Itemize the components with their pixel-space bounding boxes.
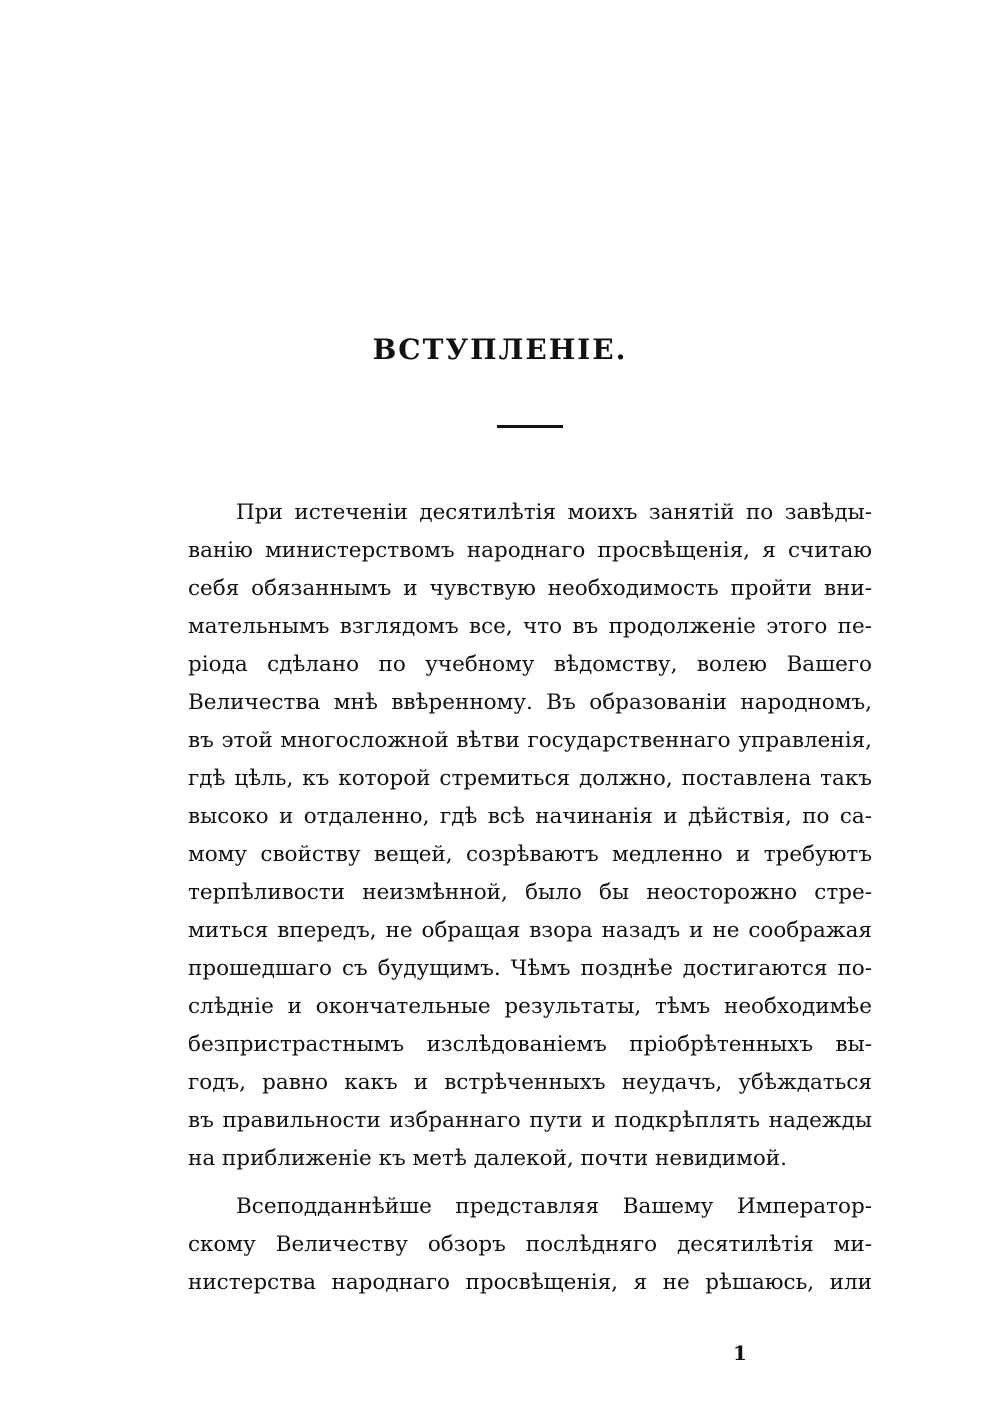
paragraph-2 (188, 1188, 872, 1302)
text-line: высоко и отдаленно, гдѣ всѣ начинанія и дѣйствія, по са- (188, 804, 872, 829)
text-line: ріода сдѣлано по учебному вѣдомству, волею Вашего (188, 652, 872, 677)
text-line: прошедшаго съ будущимъ. Чѣмъ позднѣе достигаются по- (188, 956, 872, 981)
page-number: 1 (733, 1341, 747, 1365)
text-line: себя обязаннымъ и чувствую необходимость пройти вни- (188, 576, 872, 601)
text-line: мому свойству вещей, созрѣваютъ медленно и требуютъ (188, 842, 872, 867)
text-line: Величества мнѣ ввѣренному. Въ образованіи народномъ, (188, 690, 872, 715)
text-line: терпѣливости неизмѣнной, было бы неосторожно стре- (188, 880, 872, 905)
paragraph-1 (188, 494, 872, 1178)
text-line: При истеченіи десятилѣтія моихъ занятій по завѣды- (236, 500, 872, 525)
text-line: Всеподданнѣйше представляя Вашему Император- (236, 1194, 872, 1219)
text-line: слѣдніе и окончательные результаты, тѣмъ необходимѣе (188, 994, 872, 1019)
title-divider (497, 425, 563, 428)
chapter-title: ВСТУПЛЕНІЕ. (372, 333, 628, 366)
text-line: безпристрастнымъ изслѣдованіемъ пріобрѣтенныхъ вы- (188, 1032, 872, 1057)
text-line: на приближеніе къ метѣ далекой, почти невидимой. (188, 1146, 787, 1171)
text-line: годъ, равно какъ и встрѣченныхъ неудачъ, убѣждаться (188, 1070, 872, 1095)
text-line: мательнымъ взглядомъ все, что въ продолженіе этого пе- (188, 614, 872, 639)
text-line: миться впередъ, не обращая взора назадъ и не соображая (188, 918, 872, 943)
text-line: въ этой многосложной вѣтви государственнаго управленія, (188, 728, 872, 753)
text-line: нистерства народнаго просвѣщенія, я не рѣшаюсь, или (188, 1270, 872, 1295)
text-line: въ правильности избраннаго пути и подкрѣплять надежды (188, 1108, 872, 1133)
text-line: скому Величеству обзоръ послѣдняго десятилѣтія ми- (188, 1232, 872, 1257)
text-line: гдѣ цѣль, къ которой стремиться должно, поставлена такъ (188, 766, 872, 791)
body-text (188, 494, 872, 1302)
text-line: ванію министерствомъ народнаго просвѣщенія, я считаю (188, 538, 872, 563)
